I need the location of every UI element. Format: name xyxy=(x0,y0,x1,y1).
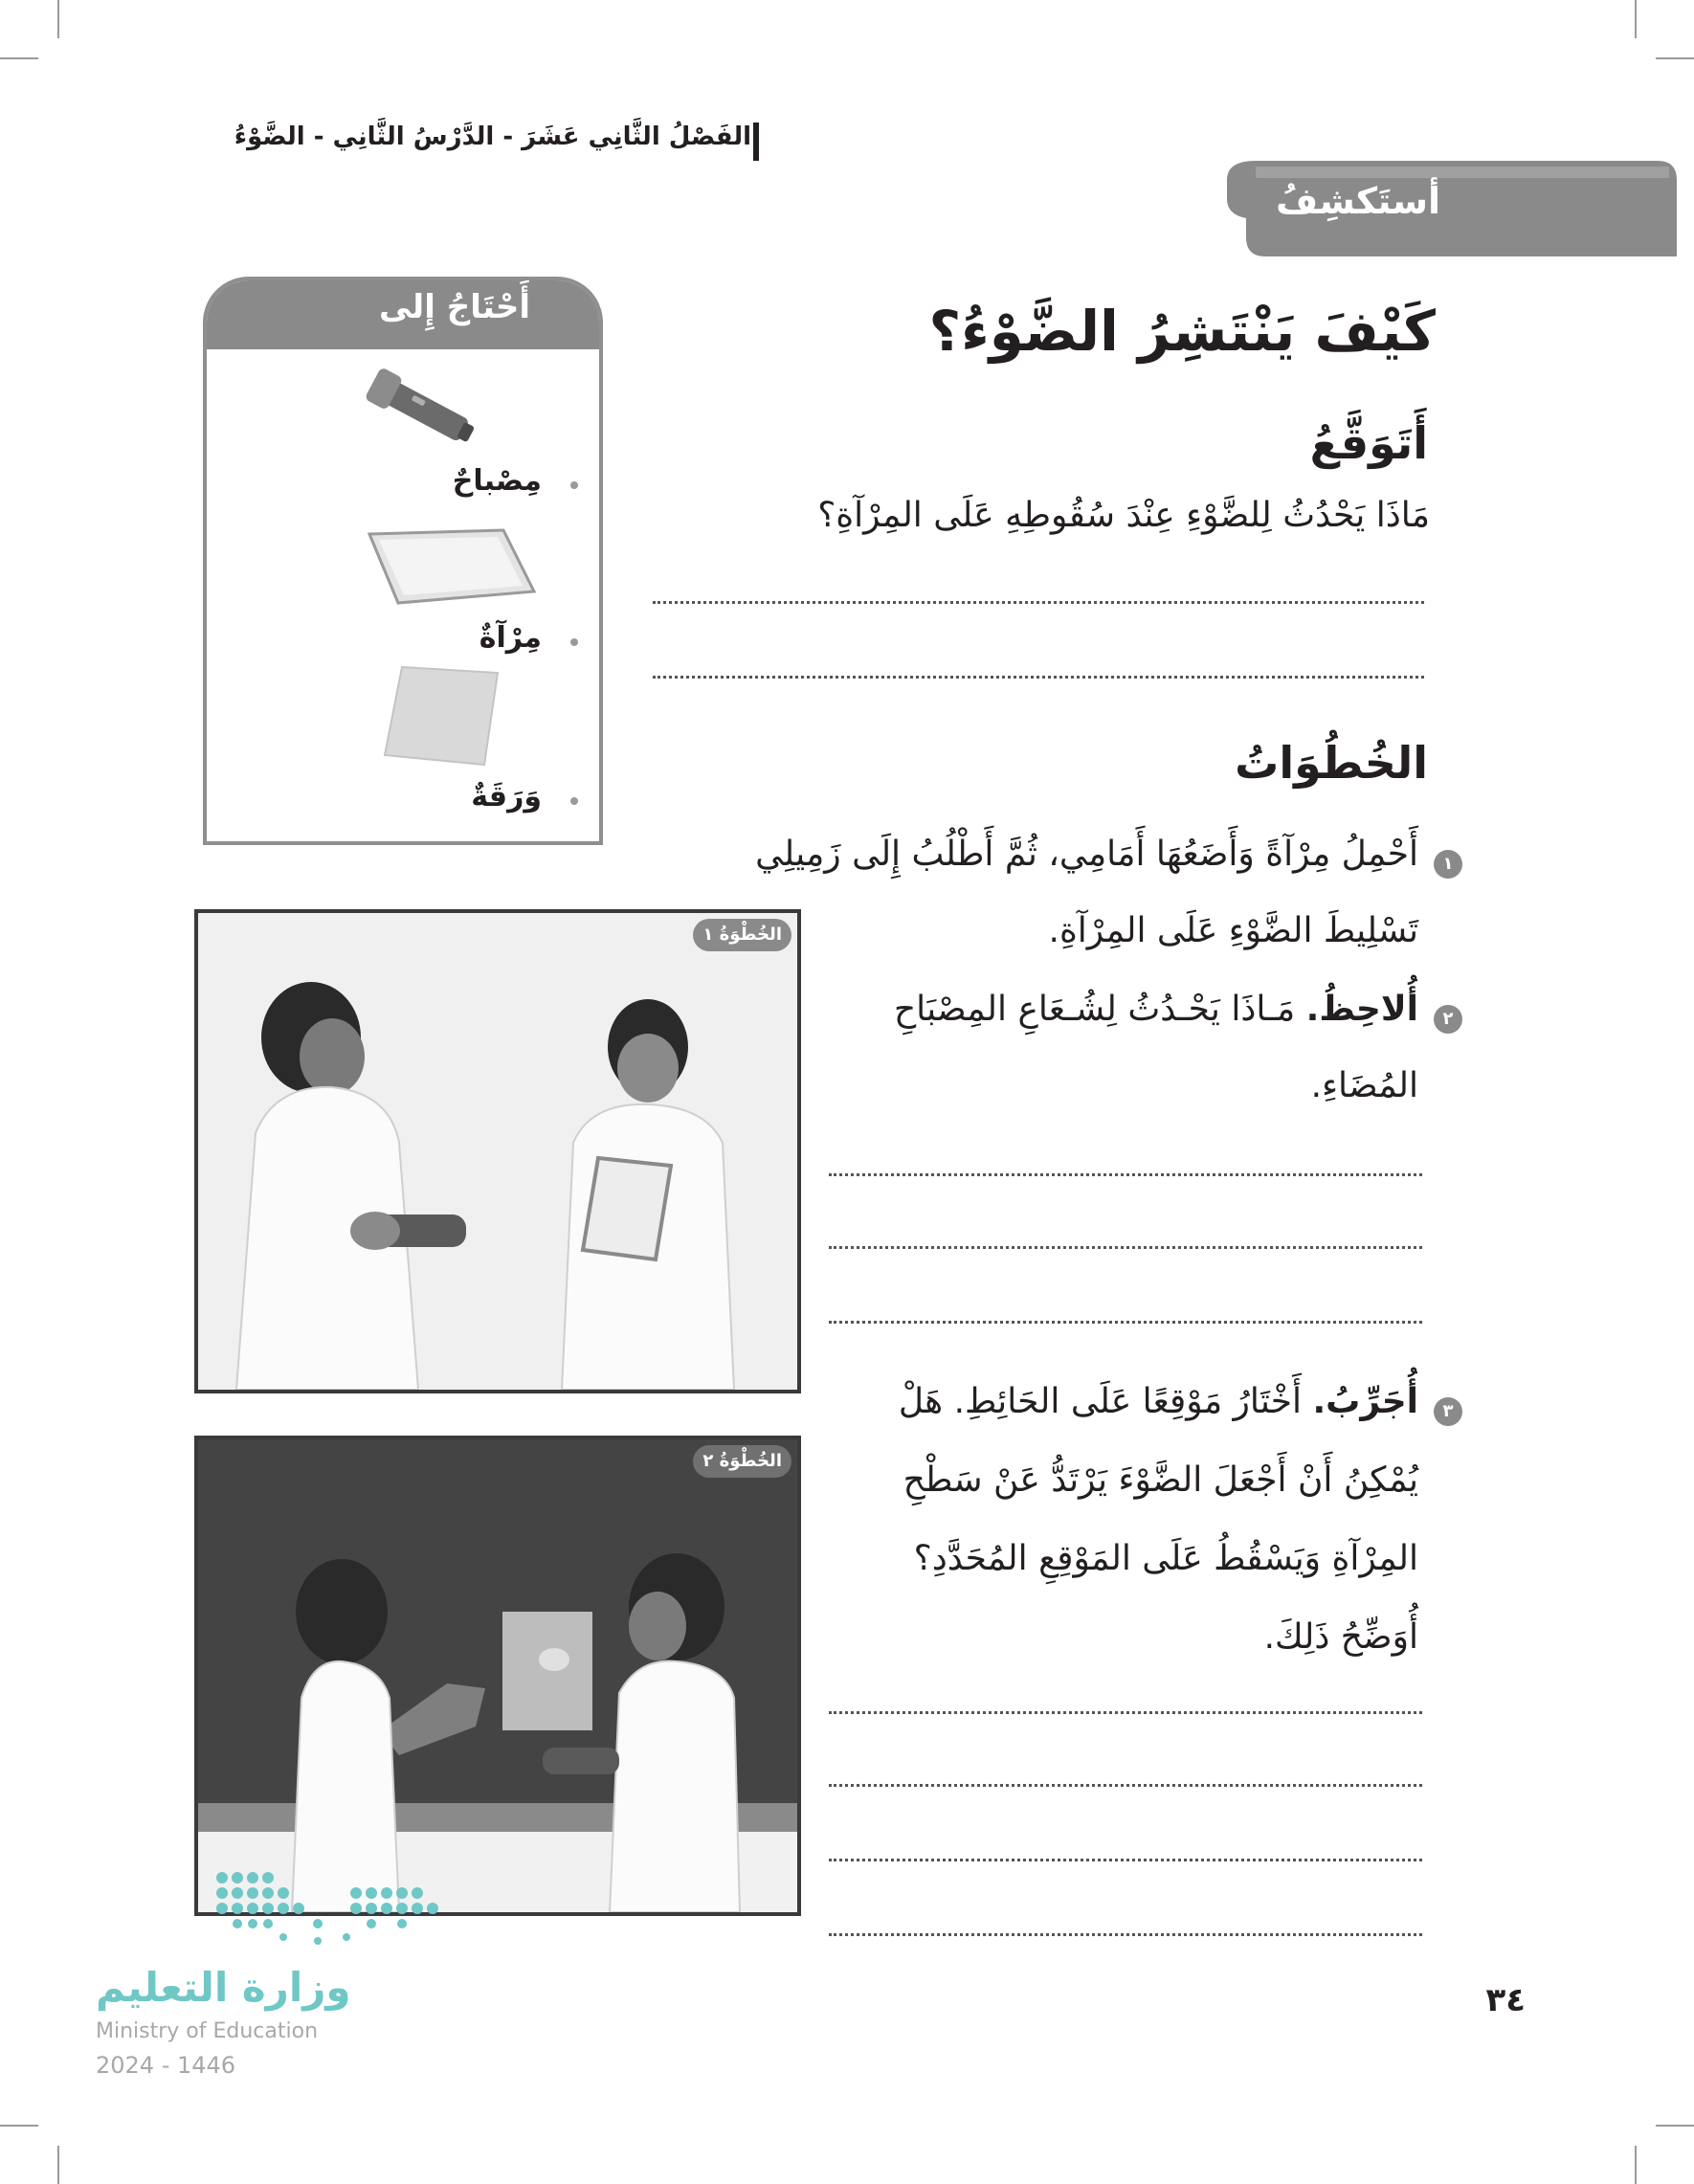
answer-line xyxy=(829,1784,1422,1787)
step-2-line2: المُضَاءِ. xyxy=(1310,1066,1418,1105)
bullet-dot xyxy=(570,797,578,805)
step-badge-1 xyxy=(693,919,791,951)
step-2-text: مَـاذَا يَحْـدُثُ لِشُـعَاعِ المِصْبَاحِ xyxy=(893,990,1296,1029)
step-badge-text: الخُطْوَةُ xyxy=(719,925,782,945)
predict-question: مَاذَا يَحْدُثُ لِلضَّوْءِ عِنْدَ سُقُوطِهِ عَلَى المِرْآةِ؟ xyxy=(817,496,1430,535)
answer-line xyxy=(829,1859,1422,1861)
material-label-paper: وَرَقَةٌ xyxy=(471,780,542,813)
step-3-line4: أُوَضِّحُ ذَلِكَ. xyxy=(1263,1617,1418,1657)
mirror-icon xyxy=(360,524,542,611)
paper-icon xyxy=(379,663,503,769)
answer-line xyxy=(829,1321,1422,1324)
step-1-line1: أَحْمِلُ مِرْآةً وَأَضَعُهَا أَمَامِي، ثُمَّ أَطْلُبُ إِلَى زَمِيلِي xyxy=(755,835,1418,874)
step-number-2: ٢ xyxy=(1434,1005,1462,1034)
material-label-mirror: مِرْآةٌ xyxy=(479,621,542,655)
step-3-keyword: أُجَرِّبُ. xyxy=(1312,1382,1418,1421)
answer-line xyxy=(829,1711,1422,1714)
crop-mark xyxy=(1635,2146,1637,2184)
crop-mark xyxy=(57,2146,59,2184)
main-question: كَيْفَ يَنْتَشِرُ الضَّوْءُ؟ xyxy=(928,299,1436,364)
students-wall-illustration xyxy=(198,1439,797,1912)
ministry-logo-dots-icon xyxy=(212,1868,446,1954)
crop-mark xyxy=(0,57,38,59)
page-number: ٣٤ xyxy=(1485,1981,1526,2019)
crop-mark xyxy=(0,2125,38,2127)
bullet-dot xyxy=(570,638,578,646)
answer-line xyxy=(829,1933,1422,1936)
students-mirror-illustration xyxy=(198,913,797,1390)
step-badge-text: الخُطْوَةُ xyxy=(719,1451,782,1471)
bullet-dot xyxy=(570,481,578,489)
step-badge-number: ١ xyxy=(702,925,714,945)
step-number-1: ١ xyxy=(1434,850,1462,879)
crop-mark xyxy=(1656,57,1694,59)
material-label-flashlight: مِصْباحٌ xyxy=(452,464,542,498)
ministry-name-ar: وزارة التعليم xyxy=(96,1964,351,2011)
running-head: الفَصْلُ الثَّانِي عَشَرَ - الدَّرْسُ الثَّانِي - الضَّوْءُ xyxy=(234,123,751,151)
answer-line xyxy=(829,1246,1422,1249)
crop-mark xyxy=(1656,2125,1694,2127)
step-3-line1 xyxy=(899,1382,1418,1421)
step-3-text: أَخْتَارُ مَوْقِعًا عَلَى الحَائِطِ. هَلْ xyxy=(898,1382,1303,1421)
crop-mark xyxy=(1635,0,1637,38)
step-2-photo xyxy=(194,1436,801,1916)
answer-line xyxy=(653,601,1424,604)
step-2-line1 xyxy=(894,990,1418,1029)
flashlight-icon xyxy=(360,368,494,455)
header-bar xyxy=(753,123,759,161)
materials-box xyxy=(203,277,603,845)
crop-mark xyxy=(57,0,59,38)
predict-heading: أَتَوَقَّعُ xyxy=(1309,417,1428,469)
steps-heading: الخُطُوَاتُ xyxy=(1235,737,1428,789)
ministry-name-en: Ministry of Education xyxy=(96,2019,319,2043)
step-1-line2: تَسْلِيطَ الضَّوْءِ عَلَى المِرْآةِ. xyxy=(1048,911,1418,950)
step-2-keyword: أُلاحِظُ. xyxy=(1305,990,1418,1029)
materials-title: أَحْتَاجُ إِلى xyxy=(379,288,530,326)
step-3-line3: المِرْآةِ وَيَسْقُطُ عَلَى المَوْقِعِ المُحَدَّدِ؟ xyxy=(913,1539,1418,1578)
step-number-3: ٣ xyxy=(1434,1397,1462,1426)
step-badge-2 xyxy=(693,1445,791,1478)
answer-line xyxy=(653,676,1424,679)
step-badge-number: ٢ xyxy=(702,1451,714,1471)
edition-year: 2024 - 1446 xyxy=(96,2052,236,2079)
section-tab-label: أستَكشِفُ xyxy=(1276,180,1440,222)
step-3-line2: يُمْكِنُ أَنْ أَجْعَلَ الضَّوْءَ يَرْتَدُّ عَنْ سَطْحِ xyxy=(903,1460,1418,1500)
step-1-photo xyxy=(194,909,801,1393)
answer-line xyxy=(829,1173,1422,1176)
